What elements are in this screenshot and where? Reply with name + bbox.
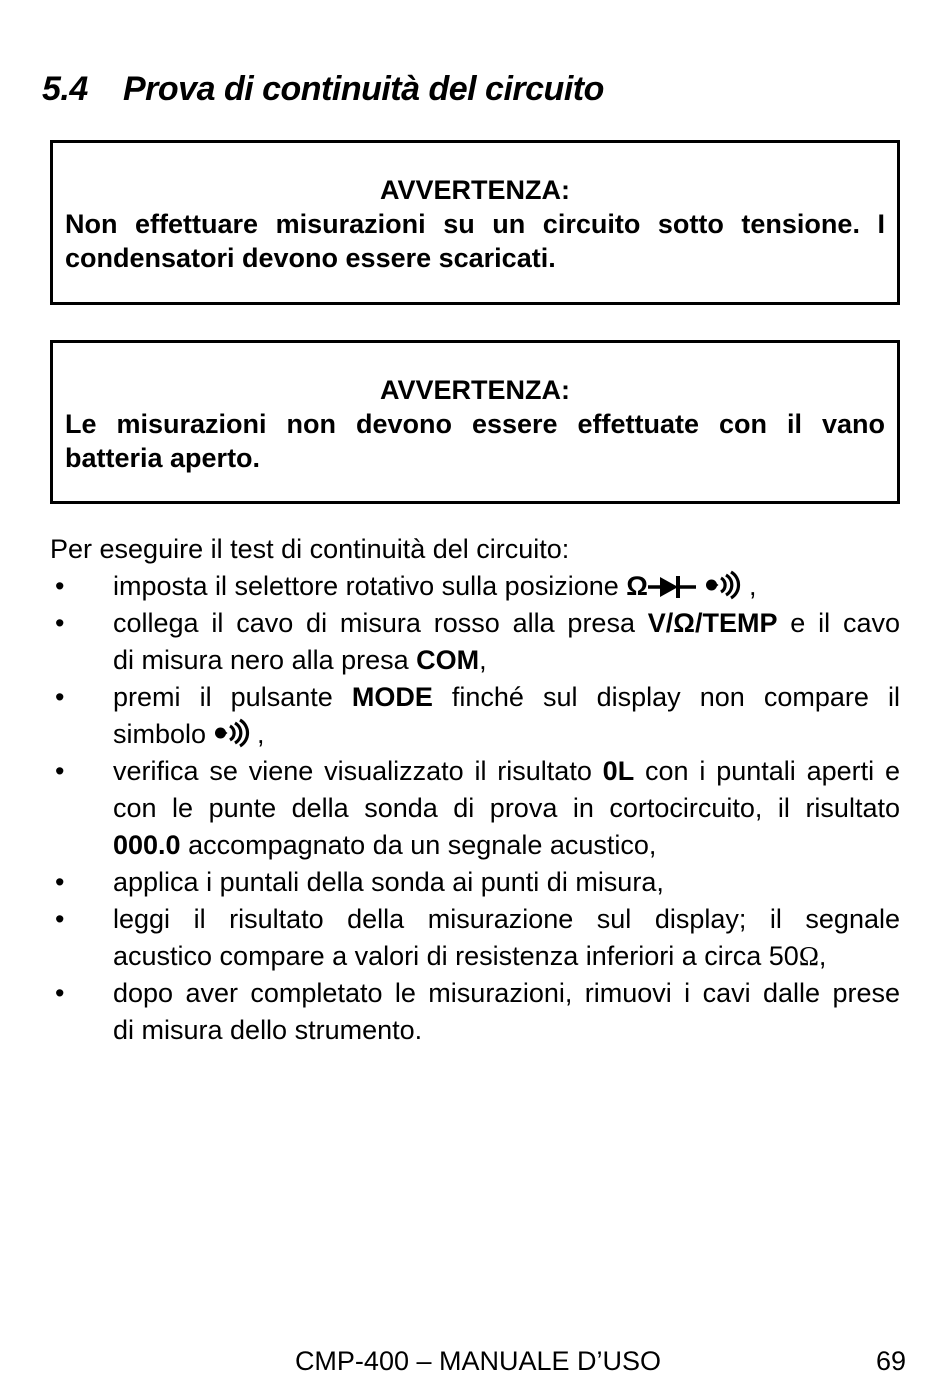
- bold-text-run: Ω: [626, 571, 648, 601]
- text-run: simbolo: [113, 719, 214, 749]
- procedure-section: [50, 531, 900, 1049]
- footer-page-number: 69: [875, 1346, 906, 1376]
- diode-icon: [648, 574, 698, 600]
- procedure-list: [50, 568, 900, 1049]
- warning-line: Le misurazioni non devono essere effettuate con il vano: [65, 409, 885, 439]
- text-run: applica i puntali della sonda ai punti di misura,: [113, 867, 664, 897]
- text-run: leggi il risultato della misurazione sul display; il segnale: [113, 904, 900, 934]
- list-item: [50, 753, 900, 864]
- bullet-line: [113, 716, 900, 753]
- warning-line: Non effettuare misurazioni su un circuito sotto tensione. I: [65, 209, 885, 239]
- text-run: Ω: [798, 941, 819, 971]
- text-run: premi il pulsante: [113, 682, 352, 712]
- warning-line: batteria aperto.: [65, 443, 261, 473]
- text-run: ,: [818, 941, 827, 971]
- bullet-line: [113, 568, 900, 605]
- list-item: [50, 901, 900, 975]
- bold-text-run: COM: [416, 645, 480, 675]
- list-item: [50, 864, 900, 901]
- warning-title: AVVERTENZA:: [379, 175, 570, 205]
- bullet-line: [113, 901, 900, 938]
- text-run: collega il cavo di misura rosso alla presa: [113, 608, 648, 638]
- bullet-line: [113, 679, 900, 716]
- list-item: [50, 605, 900, 679]
- text-run: con i puntali aperti e: [634, 756, 900, 786]
- section-number: 5.4: [42, 70, 88, 108]
- bullet-line: [113, 790, 900, 827]
- warning-box-2: [50, 340, 900, 504]
- text-run: imposta il selettore rotativo sulla posizione: [113, 571, 627, 601]
- footer-doc-title: CMP-400 – MANUALE D’USO: [294, 1346, 662, 1376]
- warning-box-1: [50, 140, 900, 305]
- text-run: e il cavo: [777, 608, 900, 638]
- text-run: ,: [249, 719, 265, 749]
- bullet-line: [113, 827, 900, 864]
- text-run: accompagnato da un segnale acustico,: [180, 830, 657, 860]
- text-run: finché sul display non compare il: [432, 682, 900, 712]
- section-title: Prova di continuità del circuito: [123, 70, 604, 108]
- bold-text-run: V/Ω/TEMP: [647, 608, 778, 638]
- bold-text-run: MODE: [351, 682, 433, 712]
- buzzer-icon: [705, 570, 741, 600]
- bullet-line: [113, 975, 900, 1012]
- text-run: dopo aver completato le misurazioni, rimuovi i cavi dalle prese: [113, 978, 900, 1008]
- bullet-line: [113, 642, 900, 679]
- text-run: ,: [479, 645, 487, 675]
- list-item: [50, 568, 900, 605]
- list-item: [50, 679, 900, 753]
- bold-text-run: 000.0: [113, 830, 181, 860]
- text-run: [698, 571, 706, 601]
- bullet-line: [113, 864, 900, 901]
- warning-line: condensatori devono essere scaricati.: [65, 243, 556, 273]
- bullet-line: [113, 1012, 900, 1049]
- bullet-line: [113, 753, 900, 790]
- list-item: [50, 975, 900, 1049]
- text-run: di misura dello strumento.: [113, 1015, 423, 1045]
- bold-text-run: 0L: [602, 756, 635, 786]
- bullet-line: [113, 605, 900, 642]
- bullet-line: [113, 938, 900, 975]
- text-run: verifica se viene visualizzato il risultato: [113, 756, 603, 786]
- section-heading: [42, 70, 604, 109]
- text-run: di misura nero alla presa: [113, 645, 417, 675]
- buzzer-icon: [214, 718, 250, 748]
- intro-paragraph: Per eseguire il test di continuità del circuito:: [50, 534, 570, 564]
- text-run: ,: [741, 571, 757, 601]
- warning-title: AVVERTENZA:: [379, 375, 570, 405]
- text-run: acustico compare a valori di resistenza inferiori a circa 50: [113, 941, 799, 971]
- text-run: con le punte della sonda di prova in cortocircuito, il risultato: [113, 793, 900, 823]
